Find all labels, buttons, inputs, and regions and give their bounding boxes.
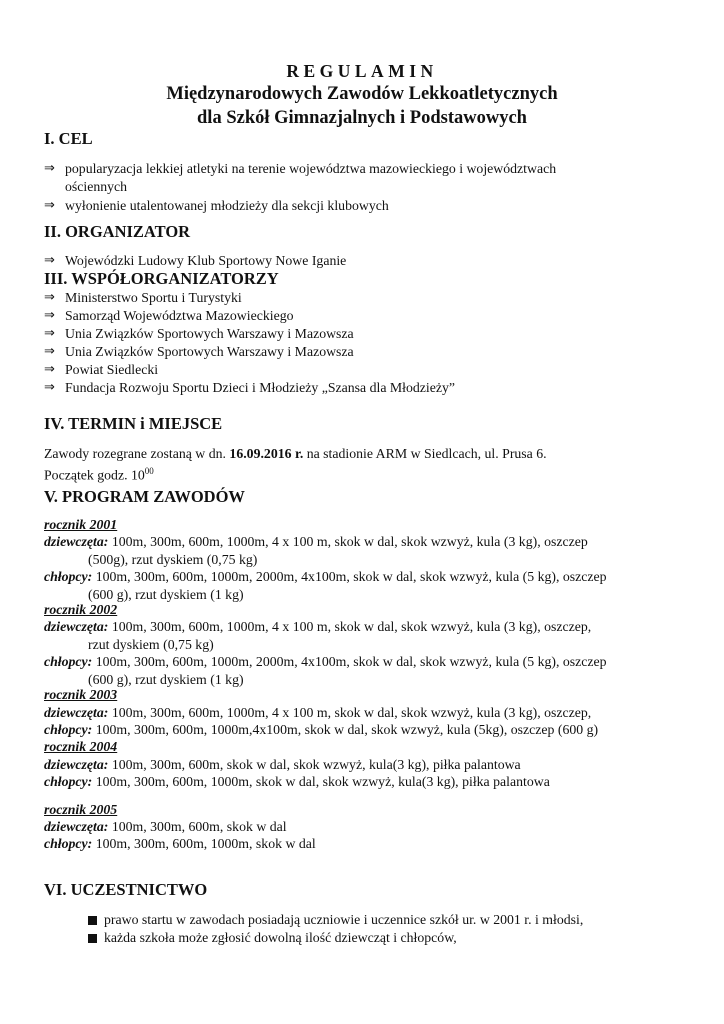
title-line-1: REGULAMIN bbox=[286, 61, 438, 81]
event-date-line: Zawody rozegrane zostaną w dn. 16.09.2016 r. na stadionie ARM w Siedlcach, ul. Prusa 6. bbox=[44, 446, 547, 461]
year-heading: rocznik 2003 bbox=[44, 687, 118, 702]
list-item: ⇒ Ministerstwo Sportu i Turystyki bbox=[44, 290, 242, 305]
list-item: ⇒ wyłonienie utalentowanej młodzieży dla sekcji klubowych bbox=[44, 198, 389, 213]
section-heading-uczestnictwo: VI. UCZESTNICTWO bbox=[44, 880, 208, 899]
double-arrow-right-icon: ⇒ bbox=[44, 290, 55, 305]
double-arrow-right-icon: ⇒ bbox=[44, 161, 55, 176]
list-item: prawo startu w zawodach posiadają uczniowie i uczennice szkół ur. w 2001 r. i młodsi, bbox=[104, 912, 584, 927]
year-heading: rocznik 2001 bbox=[44, 517, 118, 532]
program-girls: dziewczęta: 100m, 300m, 600m, skok w dal, skok wzwyż, kula(3 kg), piłka palantowa bbox=[44, 757, 521, 772]
program-girls: dziewczęta: 100m, 300m, 600m, 1000m, 4 x 100 m, skok w dal, skok wzwyż, kula (3 kg), oszczep, bbox=[44, 705, 592, 720]
program-boys: chłopcy: 100m, 300m, 600m, 1000m, skok w dal, skok wzwyż, kula(3 kg), piłka palantowa bbox=[44, 774, 550, 789]
document-title bbox=[0, 60, 724, 130]
section-heading-wspolorganizatorzy: III. WSPÓŁORGANIZATORZY bbox=[44, 269, 279, 288]
list-item: każda szkoła może zgłosić dowolną ilość dziewcząt i chłopców, bbox=[104, 930, 457, 945]
list-item: ⇒ Fundacja Rozwoju Sportu Dzieci i Młodzieży „Szansa dla Młodzieży” bbox=[44, 380, 456, 395]
double-arrow-right-icon: ⇒ bbox=[44, 198, 55, 213]
section-heading-organizator: II. ORGANIZATOR bbox=[44, 222, 191, 241]
double-arrow-right-icon: ⇒ bbox=[44, 362, 55, 377]
section-heading-cel: I. CEL bbox=[44, 129, 93, 148]
section-heading-termin: IV. TERMIN i MIEJSCE bbox=[44, 414, 223, 433]
double-arrow-right-icon: ⇒ bbox=[44, 344, 55, 359]
list-item: ⇒ Samorząd Województwa Mazowieckiego bbox=[44, 308, 294, 323]
program-boys: chłopcy: 100m, 300m, 600m, 1000m,4x100m, skok w dal, skok wzwyż, kula (5kg), oszczep (600 g) bbox=[44, 722, 599, 737]
program-girls: dziewczęta: 100m, 300m, 600m, 1000m, 4 x 100 m, skok w dal, skok wzwyż, kula (3 kg), oszczep, rzut dyskiem (0,75 kg) bbox=[44, 619, 592, 652]
square-bullet-icon bbox=[88, 916, 97, 925]
year-heading: rocznik 2002 bbox=[44, 602, 118, 617]
program-boys: chłopcy: 100m, 300m, 600m, 1000m, skok w dal bbox=[44, 836, 316, 851]
double-arrow-right-icon: ⇒ bbox=[44, 253, 55, 268]
program-girls: dziewczęta: 100m, 300m, 600m, skok w dal bbox=[44, 819, 287, 834]
year-heading: rocznik 2004 bbox=[44, 739, 118, 754]
list-item: ⇒ popularyzacja lekkiej atletyki na terenie województwa mazowieckiego i województwach ościennych bbox=[44, 161, 557, 194]
title-line-2: Międzynarodowych Zawodów Lekkoatletycznych bbox=[166, 84, 558, 104]
double-arrow-right-icon: ⇒ bbox=[44, 380, 55, 395]
program-boys: chłopcy: 100m, 300m, 600m, 1000m, 2000m, 4x100m, skok w dal, skok wzwyż, kula (5 kg), oszczep (600 g), rzut dyskiem (1 kg) bbox=[44, 654, 607, 687]
list-item: ⇒ Unia Związków Sportowych Warszawy i Mazowsza bbox=[44, 326, 354, 341]
double-arrow-right-icon: ⇒ bbox=[44, 326, 55, 341]
double-arrow-right-icon: ⇒ bbox=[44, 308, 55, 323]
title-line-3: dla Szkół Gimnazjalnych i Podstawowych bbox=[197, 108, 527, 128]
square-bullet-icon bbox=[88, 934, 97, 943]
start-time-line: Początek godz. $10^{00}$ bbox=[44, 466, 154, 483]
year-heading: rocznik 2005 bbox=[44, 802, 118, 817]
program-boys: chłopcy: 100m, 300m, 600m, 1000m, 2000m, 4x100m, skok w dal, skok wzwyż, kula (5 kg), oszczep (600 g), rzut dyskiem (1 kg) bbox=[44, 569, 607, 602]
section-heading-program: V. PROGRAM ZAWODÓW bbox=[44, 487, 245, 506]
list-item: ⇒ Unia Związków Sportowych Warszawy i Mazowsza bbox=[44, 344, 354, 359]
list-item: ⇒ Powiat Siedlecki bbox=[44, 362, 159, 377]
program-girls: dziewczęta: 100m, 300m, 600m, 1000m, 4 x 100 m, skok w dal, skok wzwyż, kula (3 kg), oszczep (500g), rzut dyskiem (0,75 kg) bbox=[44, 534, 588, 567]
list-item: ⇒ Wojewódzki Ludowy Klub Sportowy Nowe Iganie bbox=[44, 253, 347, 268]
